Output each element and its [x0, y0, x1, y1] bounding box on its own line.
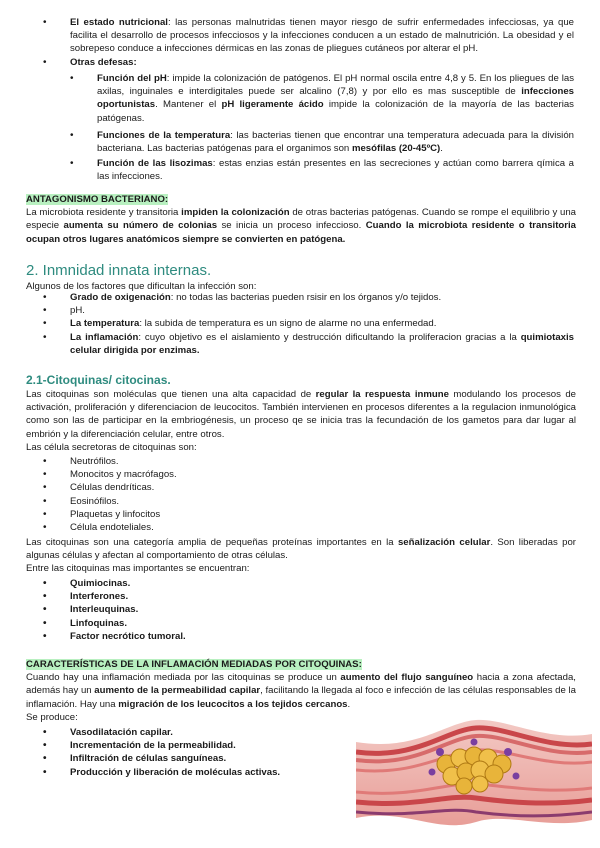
bold: La inflamación — [70, 331, 139, 343]
list-item: • Célula endoteliales. — [70, 521, 574, 534]
text: de otras bacterias patógenas. Cuando se rompe el equilibrio y una especie — [26, 207, 577, 232]
text: : la subida de temperatura es un signo de alarme no una enfermedad. — [139, 318, 437, 330]
text: , facilitando la llegada al foco e infección de las células responsables de la inflamación. Hay una — [26, 685, 576, 710]
bold: migración de los leucocitos a los tejidos cercanos — [118, 698, 348, 710]
item-bold: Otras defesas: — [70, 56, 137, 68]
sub-item-temperatura — [97, 129, 574, 155]
text: pH. — [70, 305, 85, 317]
list-item — [70, 291, 574, 304]
text: modulando los procesos de activación, proliferación y diferenciacion de leucocitos. También intervienen en procesos diferentes a la regulacion inmunológica como son las de participar en la embriogénesis, un proceso qe se inicia tras la fecundación de los gametos para dar lugar al embrión y la diferenciación celular, entre otros. — [26, 389, 576, 440]
inflammation-vessel-illustration — [356, 712, 592, 842]
sub-item-lisozimas — [97, 157, 574, 183]
inmunidad-heading: 2. Inmnidad innata internas. — [26, 262, 212, 279]
bold: aumento de la permeabilidad capilar — [94, 685, 261, 697]
list-item: • Plaquetas y linfocitos — [70, 508, 574, 521]
inmunidad-intro: Algunos de los factores que dificultan la infección son: — [26, 281, 257, 292]
list-item: • Eosinófilos. — [70, 495, 574, 508]
sub-bold: Función del pH — [97, 73, 167, 84]
citoquinas-paragraph-2 — [26, 536, 576, 576]
sub-bold: Funciones de la temperatura — [97, 129, 231, 141]
list-item-otras-defensas — [70, 56, 574, 69]
inflamacion-paragraph — [26, 671, 576, 711]
bold: aumenta su número de colonias — [63, 220, 218, 232]
bold: La temperatura — [70, 318, 140, 330]
sub-text2: . — [440, 143, 443, 155]
list-item: • Infiltración de células sanguíneas. — [70, 752, 340, 765]
list-item: • Vasodilatación capilar. — [70, 726, 340, 739]
secretoras-intro: Las célula secretoras de citoquinas son: — [26, 441, 197, 453]
list-item: • Monocitos y macrófagos. — [70, 468, 574, 481]
importantes-intro: Entre las citoquinas mas importantes se encuentran: — [26, 563, 250, 575]
sub-item-ph — [97, 72, 574, 125]
citoquinas-heading: 2.1-Citoquinas/ citocinas. — [26, 373, 171, 387]
sub-bold3: pH ligeramente ácido — [221, 99, 324, 111]
antagonismo-paragraph — [26, 206, 576, 246]
sub-bold: Función de las lisozimas — [97, 158, 213, 170]
bold: quimiotaxis celular dirigida por enzimas. — [70, 331, 574, 356]
sub-bold2: infecciones oportunistas — [97, 86, 574, 111]
antagonismo-heading: ANTAGONISMO BACTERIANO: — [26, 194, 169, 205]
inmunidad-section — [26, 262, 576, 293]
text: Las citoquinas son una categoría amplia de pequeñas proteínas importantes en la — [26, 537, 398, 548]
text: Las citoquinas son moléculas que tienen una alta capacidad de — [26, 389, 316, 400]
bold: señalización celular — [397, 537, 491, 548]
inflamacion-heading: CARACTERÍSTICAS DE LA INFLAMACIÓN MEDIADAS POR CITOQUINAS: — [26, 659, 362, 670]
sub-text3: impide la colonización de la mayoría de las bacterias patógenas. — [97, 99, 574, 124]
sub-list — [97, 72, 574, 184]
list-item: • Células dendríticas. — [70, 481, 574, 494]
text: : cuyo objetivo es el aislamiento y destrucción dificultando la proliferacion gracias a la — [138, 331, 521, 343]
text: Cuando hay una inflamación mediada por las citoquinas se produce un — [26, 672, 341, 684]
list-item: • Incrementación de la permeabilidad. — [70, 739, 340, 752]
bold: Grado de oxigenación — [70, 292, 171, 303]
sub-text: : las bacterias tienen que encontrar una temperatura adecuada para la división bacteriana. Las bacterias patógenas para el organimos son — [97, 129, 574, 155]
text: La microbiota residente y transitoria — [26, 207, 182, 219]
importantes-list — [70, 577, 574, 643]
text: : no todas las bacterias pueden rsisir en los órganos y/o tejidos. — [170, 292, 442, 303]
item-text: : las personas malnutridas tienen mayor riesgo de sufrir enfermedades infecciosas, ya que facilita el desarrollo de procesos infecciosos y la infecciones conducen a un estado de malnutrición. La obesidad y el sobrepeso conduce a infecciones dérmicas en las zonas de pliegues cutáneos por alterar el pH. — [70, 17, 574, 55]
sub-bold2: mesófilas (20-45ºC) — [351, 143, 441, 155]
text: . — [347, 698, 351, 710]
list-item-nutricional — [70, 16, 574, 56]
list-item — [70, 331, 574, 357]
citoquinas-paragraph — [26, 388, 576, 441]
list-item: • Producción y liberación de moléculas activas. — [70, 766, 340, 779]
list-item: • Interferones. — [70, 590, 574, 603]
sub-text: : impide la colonización de patógenos. El pH normal oscila entre 4,8 y 5. En los pliegues de las axilas, inguinales e interdigitales puede ser alcalino (7,8) y por ello es mas susceptible de — [97, 73, 574, 98]
bold: Cuando la microbiota residente o transitoria ocupan otros lugares anatómicos siempre se convierten en patógena. — [26, 220, 576, 245]
list-item: • Neutrófilos. — [70, 455, 574, 468]
bold: impiden la colonización — [181, 207, 290, 219]
inmunidad-list — [70, 291, 574, 357]
antagonismo-section — [26, 193, 576, 246]
secretoras-list — [70, 455, 574, 534]
list-item: • Quimiocinas. — [70, 577, 574, 590]
text: hacia a zona afectada, además hay un — [26, 672, 576, 697]
sub-text: : estas enzias están presentes en las secreciones y actúan como barrera qímica a las infecciones. — [97, 158, 574, 183]
list-item: • Interleuquinas. — [70, 603, 574, 616]
top-list — [70, 16, 574, 69]
list-item: • Linfoquinas. — [70, 617, 574, 630]
list-item — [70, 304, 574, 317]
list-item — [70, 317, 574, 330]
text: se inicia un proceso infeccioso. — [217, 220, 366, 232]
se-produce-label: Se produce: — [26, 711, 78, 723]
bold: regular la respuesta inmune — [315, 389, 449, 400]
bold: aumento del flujo sanguíneo — [340, 672, 474, 684]
sub-text2: . Mantener el — [155, 99, 222, 111]
text: . Son liberadas por algunas células y afectan al comportamiento de otras células. — [26, 537, 576, 562]
inflamacion-list — [70, 726, 340, 779]
item-bold: El estado nutricional — [70, 17, 168, 28]
list-item: • Factor necrótico tumoral. — [70, 630, 574, 643]
citoquinas-section — [26, 373, 576, 454]
